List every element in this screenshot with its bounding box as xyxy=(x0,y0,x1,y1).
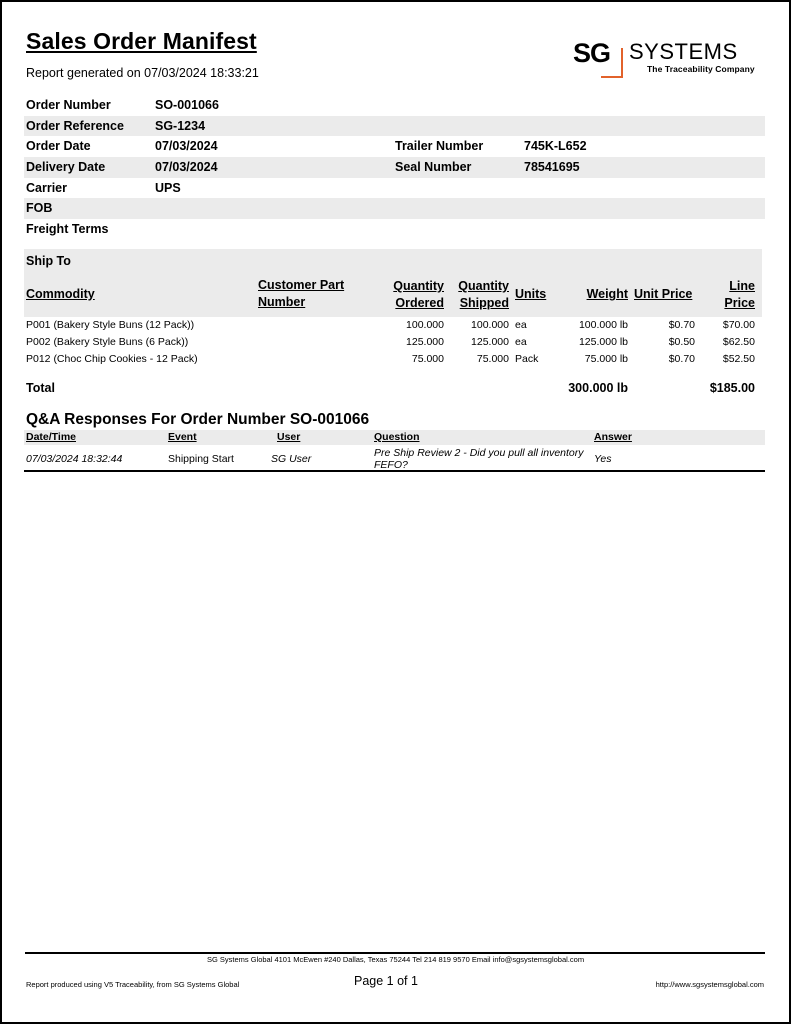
ship-to-label: Ship To xyxy=(26,254,71,268)
info-label: Freight Terms xyxy=(26,222,109,237)
info-value: 07/03/2024 xyxy=(155,160,218,175)
logo-name: SYSTEMS xyxy=(629,39,738,64)
total-weight: 300.000 lb xyxy=(568,381,628,395)
info-label: Delivery Date xyxy=(26,160,106,175)
cell-unit-price: $0.50 xyxy=(668,336,695,348)
info-row-order-reference xyxy=(24,116,765,137)
column-header-customer-part-number: Customer Part Number xyxy=(258,278,345,309)
info-label: Order Reference xyxy=(26,118,124,133)
cell-line-price: $52.50 xyxy=(722,353,755,365)
info-value: SO-001066 xyxy=(155,98,219,112)
cell-units: Pack xyxy=(515,353,539,365)
cell-weight: 100.000 lb xyxy=(578,319,628,331)
info-label: Carrier xyxy=(26,180,67,195)
column-header-line-price: Line Price xyxy=(724,279,755,310)
qa-cell-datetime: 07/03/2024 18:32:44 xyxy=(26,453,123,465)
total-label: Total xyxy=(26,381,55,395)
qa-section-title: Q&A Responses For Order Number SO-001066 xyxy=(26,411,370,428)
cell-commodity: P001 (Bakery Style Buns (12 Pack)) xyxy=(26,319,195,331)
generated-timestamp: Report generated on 07/03/2024 18:33:21 xyxy=(26,66,259,80)
qa-header-datetime: Date/Time xyxy=(26,431,76,443)
ship-to-header xyxy=(24,249,762,317)
info-row-freight-terms xyxy=(24,219,765,240)
info-row-order-date xyxy=(24,136,765,157)
cell-qty-shipped: 100.000 xyxy=(471,319,509,331)
qa-cell-user: SG User xyxy=(271,453,312,465)
page-number: Page 1 of 1 xyxy=(354,974,418,988)
column-header-units: Units xyxy=(515,287,547,301)
commodity-table-body xyxy=(24,317,762,368)
cell-commodity: P012 (Choc Chip Cookies - 12 Pack) xyxy=(26,353,198,365)
logo-mark: SG xyxy=(573,38,611,68)
cell-unit-price: $0.70 xyxy=(668,353,695,365)
qa-header-user: User xyxy=(277,431,301,443)
cell-weight: 75.000 lb xyxy=(584,353,628,365)
table-row xyxy=(24,317,762,334)
info-value: SG-1234 xyxy=(155,118,206,133)
column-header-weight: Weight xyxy=(586,287,628,301)
footer-produced-by: Report produced using V5 Traceability, from SG Systems Global xyxy=(26,980,240,989)
cell-line-price: $62.50 xyxy=(722,336,755,348)
cell-qty-ordered: 100.000 xyxy=(406,319,444,331)
info-value: 07/03/2024 xyxy=(155,139,218,154)
cell-qty-ordered: 125.000 xyxy=(406,336,444,348)
logo-tagline: The Traceability Company xyxy=(647,64,755,74)
report-title: Sales Order Manifest xyxy=(26,28,257,54)
table-row xyxy=(24,351,762,368)
footer-website-link[interactable]: http://www.sgsystemsglobal.com xyxy=(655,980,764,989)
qa-table-row xyxy=(24,445,765,472)
info-label-trailer: Trailer Number xyxy=(395,139,484,154)
cell-qty-ordered: 75.000 xyxy=(411,353,444,365)
company-logo xyxy=(573,38,763,80)
cell-commodity: P002 (Bakery Style Buns (6 Pack)) xyxy=(26,336,189,348)
total-line-price: $185.00 xyxy=(709,381,755,395)
cell-qty-shipped: 75.000 xyxy=(476,353,509,365)
qa-cell-answer: Yes xyxy=(594,453,612,465)
info-value-seal: 78541695 xyxy=(524,160,580,175)
cell-units: ea xyxy=(515,319,527,331)
qa-table-header xyxy=(24,430,765,445)
info-value: UPS xyxy=(155,180,181,195)
order-info xyxy=(24,95,765,240)
qa-header-event: Event xyxy=(168,431,197,443)
table-row xyxy=(24,334,762,351)
column-header-unit-price: Unit Price xyxy=(634,287,693,301)
column-header-quantity-shipped: Quantity Shipped xyxy=(458,279,509,310)
cell-weight: 125.000 lb xyxy=(578,336,628,348)
info-label: Order Date xyxy=(26,139,91,154)
qa-cell-event: Shipping Start xyxy=(168,453,234,465)
cell-unit-price: $0.70 xyxy=(668,319,695,331)
info-row-order-number xyxy=(24,95,765,116)
cell-units: ea xyxy=(515,336,527,348)
info-label: Order Number xyxy=(26,98,111,112)
info-row-fob xyxy=(24,198,765,219)
logo-bracket-icon xyxy=(601,48,623,78)
cell-qty-shipped: 125.000 xyxy=(471,336,509,348)
qa-cell-question: Pre Ship Review 2 - Did you pull all inventory FEFO? xyxy=(374,447,584,471)
footer-divider xyxy=(25,952,765,954)
column-header-commodity: Commodity xyxy=(26,287,95,301)
totals-row xyxy=(24,380,762,398)
footer-address: SG Systems Global 4101 McEwen #240 Dallas, Texas 75244 Tel 214 819 9570 Email info@sgsystemsglobal.com xyxy=(206,955,585,964)
info-label: FOB xyxy=(26,201,53,216)
info-value-trailer: 745K-L652 xyxy=(524,139,587,154)
info-row-delivery-date xyxy=(24,157,765,178)
info-label-seal: Seal Number xyxy=(395,160,472,175)
column-header-quantity-ordered: Quantity Ordered xyxy=(393,279,444,310)
info-row-carrier xyxy=(24,178,765,199)
qa-header-answer: Answer xyxy=(594,431,632,443)
cell-line-price: $70.00 xyxy=(722,319,755,331)
qa-header-question: Question xyxy=(374,431,420,443)
